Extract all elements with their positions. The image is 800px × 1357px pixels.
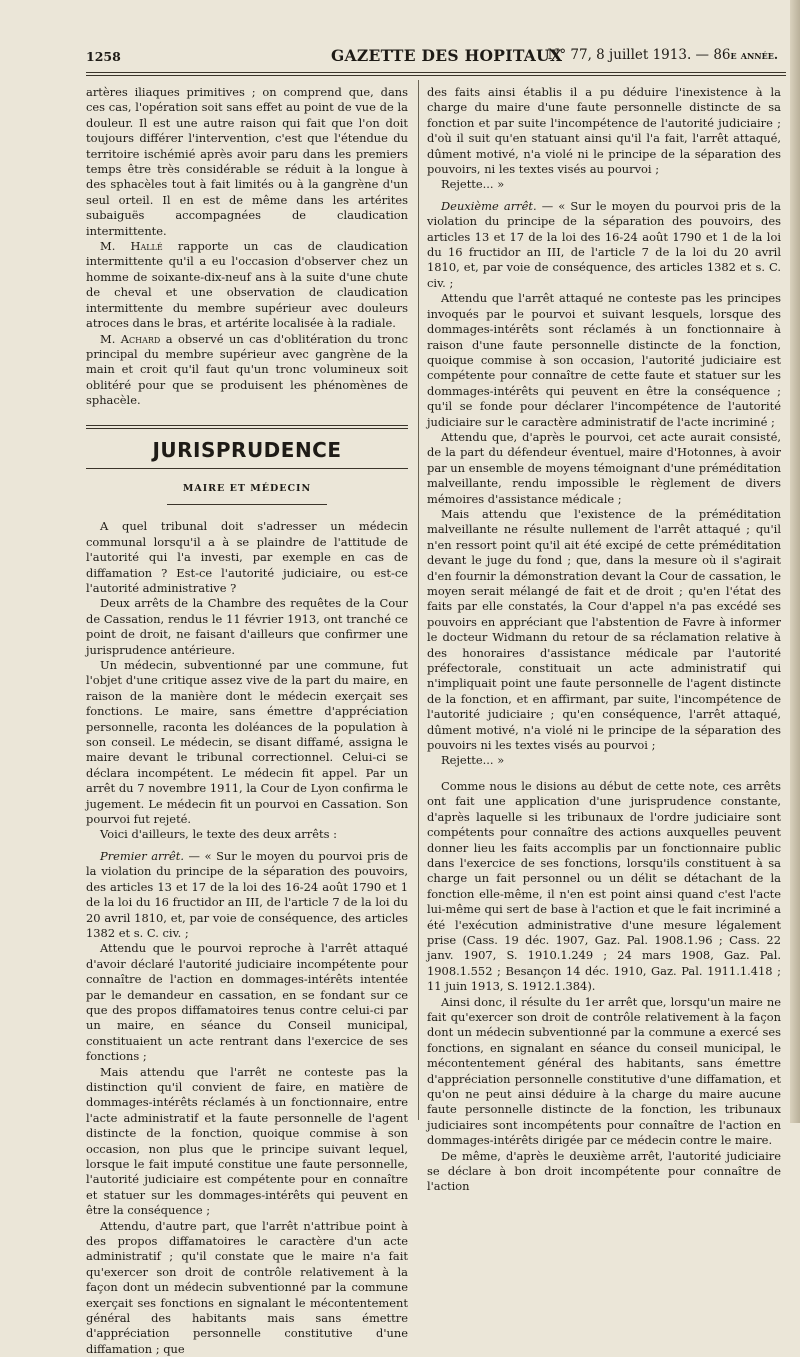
- header-rule-secondary: [86, 75, 786, 76]
- paragraph: Attendu que l'arrêt attaqué ne conteste pas les principes invoqués par le pourvoi et suivant lesquels, lorsque des dommages-intérêts sont réclamés à un fonctionnaire à raison d'une faute personnelle distincte de la fonction, quoique commise à son occasion, l'autorité judiciaire est compétente pour connaître de cette faute et statuer sur les dommages-intérêts qui peuvent en être la conséquence ; qu'il se fonde pour déclarer l'incompétence de l'autorité judiciaire sur le caractère administratif de l'acte incriminé ;: [427, 291, 781, 429]
- section-rule: [86, 428, 408, 429]
- paragraph-text: rapporte un cas de claudication intermittente qu'il a eu l'occasion d'observer chez un homme de soixante-dix-neuf ans à la suite d'une chute de cheval et une observation de claudication intermittente du membre supérieur avec douleurs atroces dans le bras, et artérite localisée à la radiale.: [86, 239, 408, 331]
- issue-info: [548, 47, 778, 63]
- paragraph: Mais attendu que l'existence de la préméditation malveillante ne résulte nullement de l'arrêt attaqué ; qu'il n'en ressort point qu'il ait été excipé de cette préméditation devant le juge du fond ; que, dans la mesure où il s'agirait d'en fournir la démonstration devant la Cour de cassation, le moyen serait mélangé de fait et de droit ; qu'en l'état des faits par elle constatés, la Cour d'appel n'a pas excédé ses pouvoirs en appréciant que l'abstention de Favre à informer le docteur Widmann du retour de sa réclamation relative à des honoraires d'assistance médicale par l'autorité préfectorale, constituait un acte administratif qui n'impliquait point une faute personnelle de l'agent distincte de la fonction, et en affirmant, par suite, l'incompétence de l'autorité judiciaire ; qu'en conséquence, l'arrêt attaqué, dûment motivé, n'a violé ni le principe de la séparation des pouvoirs ni les textes visés au pourvoi ;: [427, 506, 781, 753]
- right-column: [427, 85, 781, 1195]
- speaker-name: M. Hallé: [100, 239, 163, 254]
- page-header: [86, 40, 786, 70]
- section-rule: [86, 425, 408, 426]
- page-edge: [790, 0, 800, 1123]
- journal-title: GAZETTE DES HOPITAUX: [331, 46, 563, 65]
- article-title: MAIRE ET MÉDECIN: [182, 482, 312, 494]
- paragraph: Attendu, d'autre part, que l'arrêt n'attribue point à des propos diffamatoires le caractère d'un acte administratif ; qu'il constate que le maire n'a fait qu'exercer son droit de contrôle relativement à la façon dont un médecin subventionné par la commune exerçait ses fonctions en signalant le mécontentement général des habitants mais sans émettre d'appréciation personnelle constitutive d'une diffamation ; que: [86, 1218, 408, 1356]
- paragraph-text: — « Sur le moyen du pourvoi pris de la violation du principe de la séparation des pouvoirs, des articles 13 et 17 de la loi des 16-24 août 1790 et 1 de la loi du 16 fructidor an III, de l'article 7 de la loi du 20 avril 1810, et, par voie de conséquence, des articles 1382 et s. C. civ. ;: [86, 848, 408, 940]
- paragraph: des faits ainsi établis il a pu déduire l'inexistence à la charge du maire d'une faute personnelle distincte de sa fonction et par suite l'incompétence de l'autorité judiciaire ; d'où il suit qu'en statuant ainsi qu'il l'a fait, l'arrêt attaqué, dûment motivé, n'a violé ni le principe de la séparation des pouvoirs, ni les textes visés au pourvoi ;: [427, 85, 781, 177]
- page-number: 1258: [86, 49, 121, 64]
- paragraph: De même, d'après le deuxième arrêt, l'autorité judiciaire se déclare à bon droit incompétente pour connaître de l'action: [427, 1148, 781, 1194]
- paragraph: Mais attendu que l'arrêt ne conteste pas la distinction qu'il convient de faire, en matière de dommages-intérêts réclamés à un fonctionnaire, entre l'acte administratif et la faute personnelle de l'agent distincte de la fonction, quoique commise à son occasion, non plus que le principe suivant lequel, lorsque le fait imputé constitue une faute personnelle, l'autorité judiciaire est compétente pour en connaître et statuer sur les dommages-intérêts qui peuvent en être la conséquence ;: [86, 1064, 408, 1218]
- paragraph: Comme nous le disions au début de cette note, ces arrêts ont fait une application d'une jurisprudence constante, d'après laquelle si les tribunaux de l'ordre judiciaire sont compétents pour connaître des actions auxquelles peuvent donner lieu les faits accomplis par un fonctionnaire public dans l'exercice de ses fonctions, lorsqu'ils constituent à sa charge un fait personnel ou un délit se détachant de la fonction elle-même, il n'en est point ainsi quand c'est l'acte lui-même qui sert de base à l'action et que le fait incriminé a été l'exécution administrative d'une mesure légalement prise (Cass. 19 déc. 1907, Gaz. Pal. 1908.1.96 ; Cass. 22 janv. 1907, S. 1910.1.249 ; 24 mars 1908, Gaz. Pal. 1908.1.552 ; Besançon 14 déc. 1910, Gaz. Pal. 1911.1.418 ; 11 juin 1913, S. 1912.1.384).: [427, 778, 781, 994]
- paragraph: [86, 849, 408, 941]
- paragraph-text: a observé un cas d'oblitération du tronc principal du membre supérieur avec gangrène de la main et croit qu'il faut qu'un tronc volumineux soit oblitéré pour que se produisent les phénomènes de sphacèle.: [86, 331, 408, 408]
- header-rule: [86, 72, 786, 73]
- section-title: JURISPRUDENCE: [152, 437, 342, 462]
- issue-number-date: N° 77, 8 juillet 1913. — 86: [547, 47, 731, 63]
- paragraph: [427, 199, 781, 291]
- paragraph: Ainsi donc, il résulte du 1er arrêt que, lorsqu'un maire ne fait qu'exercer son droit de contrôle relativement à la façon dont un médecin subventionné par la commune a exercé ses fonctions, en signalant en séance du conseil municipal, le mécontentement général des habitants, sans émettre d'appréciation personnelle constitutive d'une diffamation, et qu'on ne peut ainsi déduire à la charge du maire aucune faute personnelle distincte de la fonction, les tribunaux judiciaires sont incompétents pour connaître de l'action en dommages-intérêts dirigée par ce médecin contre le maire.: [427, 994, 781, 1148]
- ruling-label: Deuxième arrêt.: [441, 198, 537, 213]
- paragraph: Voici d'ailleurs, le texte des deux arrêts :: [100, 827, 337, 842]
- paragraph: A quel tribunal doit s'adresser un médecin communal lorsqu'il a à se plaindre de l'attitude de l'autorité qui l'a investi, par exemple en cas de diffamation ? Est-ce l'autorité judiciaire, ou est-ce l'autorité administrative ?: [86, 519, 408, 595]
- ruling-label: Premier arrêt.: [100, 848, 184, 863]
- paragraph-text: — « Sur le moyen du pourvoi pris de la violation du principe de la séparation des pouvoirs, des articles 13 et 17 de la loi des 16-24 août 1790 et 1 de la loi du 16 fructidor an III, de l'article 7 de la loi du 20 avril 1810, et, par voie de conséquence, des articles 1382 et s. C. civ. ;: [427, 198, 781, 290]
- column-divider: [418, 80, 419, 1120]
- paragraph: Un médecin, subventionné par une commune, fut l'objet d'une critique assez vive de la part du maire, en raison de la manière dont le médecin exerçait ses fonctions. Le maire, sans émettre d'appréciation personnelle, raconta les doléances de la population à son conseil. Le médecin, se disant diffamé, assigna le maire devant le tribunal correctionnel. Celui-ci se déclara incompétent. Le médecin fit appel. Par un arrêt du 7 novembre 1911, la Cour de Lyon confirma le jugement. Le médecin fit un pourvoi en Cassation. Son pourvoi fut rejeté.: [86, 658, 408, 827]
- left-column: [86, 85, 408, 1357]
- paragraph: [86, 239, 408, 331]
- paragraph: [86, 332, 408, 409]
- speaker-name: M. Achard: [100, 331, 161, 346]
- paragraph: Attendu que, d'après le pourvoi, cet acte aurait consisté, de la part du défendeur éventuel, maire d'Hotonnes, à avoir par un ensemble de moyens témoignant d'une préméditation malveillante, rendu impossible le règlement de divers mémoires d'assistance médicale ;: [427, 429, 781, 506]
- paragraph: artères iliaques primitives ; on comprend que, dans ces cas, l'opération soit sans effet au point de vue de la douleur. Il est une autre raison qui fait que l'on doit toujours différer l'intervention, c'est que l'étendue du territoire ischémié après avoir paru dans les premiers temps être très considérable se réduit à la longue à des sphacèles tout à fait limités ou à la gangrène d'un seul orteil. Il en est de même dans les artérites subaiguës accompagnées de claudication intermittente.: [86, 85, 408, 238]
- issue-year: e année.: [730, 48, 778, 62]
- title-rule: [167, 504, 327, 505]
- paragraph: Rejette... »: [441, 753, 505, 768]
- paragraph: Attendu que le pourvoi reproche à l'arrêt attaqué d'avoir déclaré l'autorité judiciaire incompétente pour connaître de l'action en dommages-intérêts intentée par le demandeur en cassation, en se fondant sur ce que des propos diffamatoires tenus contre celui-ci par un maire, en séance du Conseil municipal, constituaient un acte rentrant dans l'exercice de ses fonctions ;: [86, 941, 408, 1064]
- paragraph: Deux arrêts de la Chambre des requêtes de la Cour de Cassation, rendus le 11 février 1913, ont tranché ce point de droit, ne faisant d'ailleurs que confirmer une jurisprudence antérieure.: [86, 596, 408, 657]
- section-rule: [86, 468, 408, 469]
- paragraph: Rejette... »: [441, 177, 505, 192]
